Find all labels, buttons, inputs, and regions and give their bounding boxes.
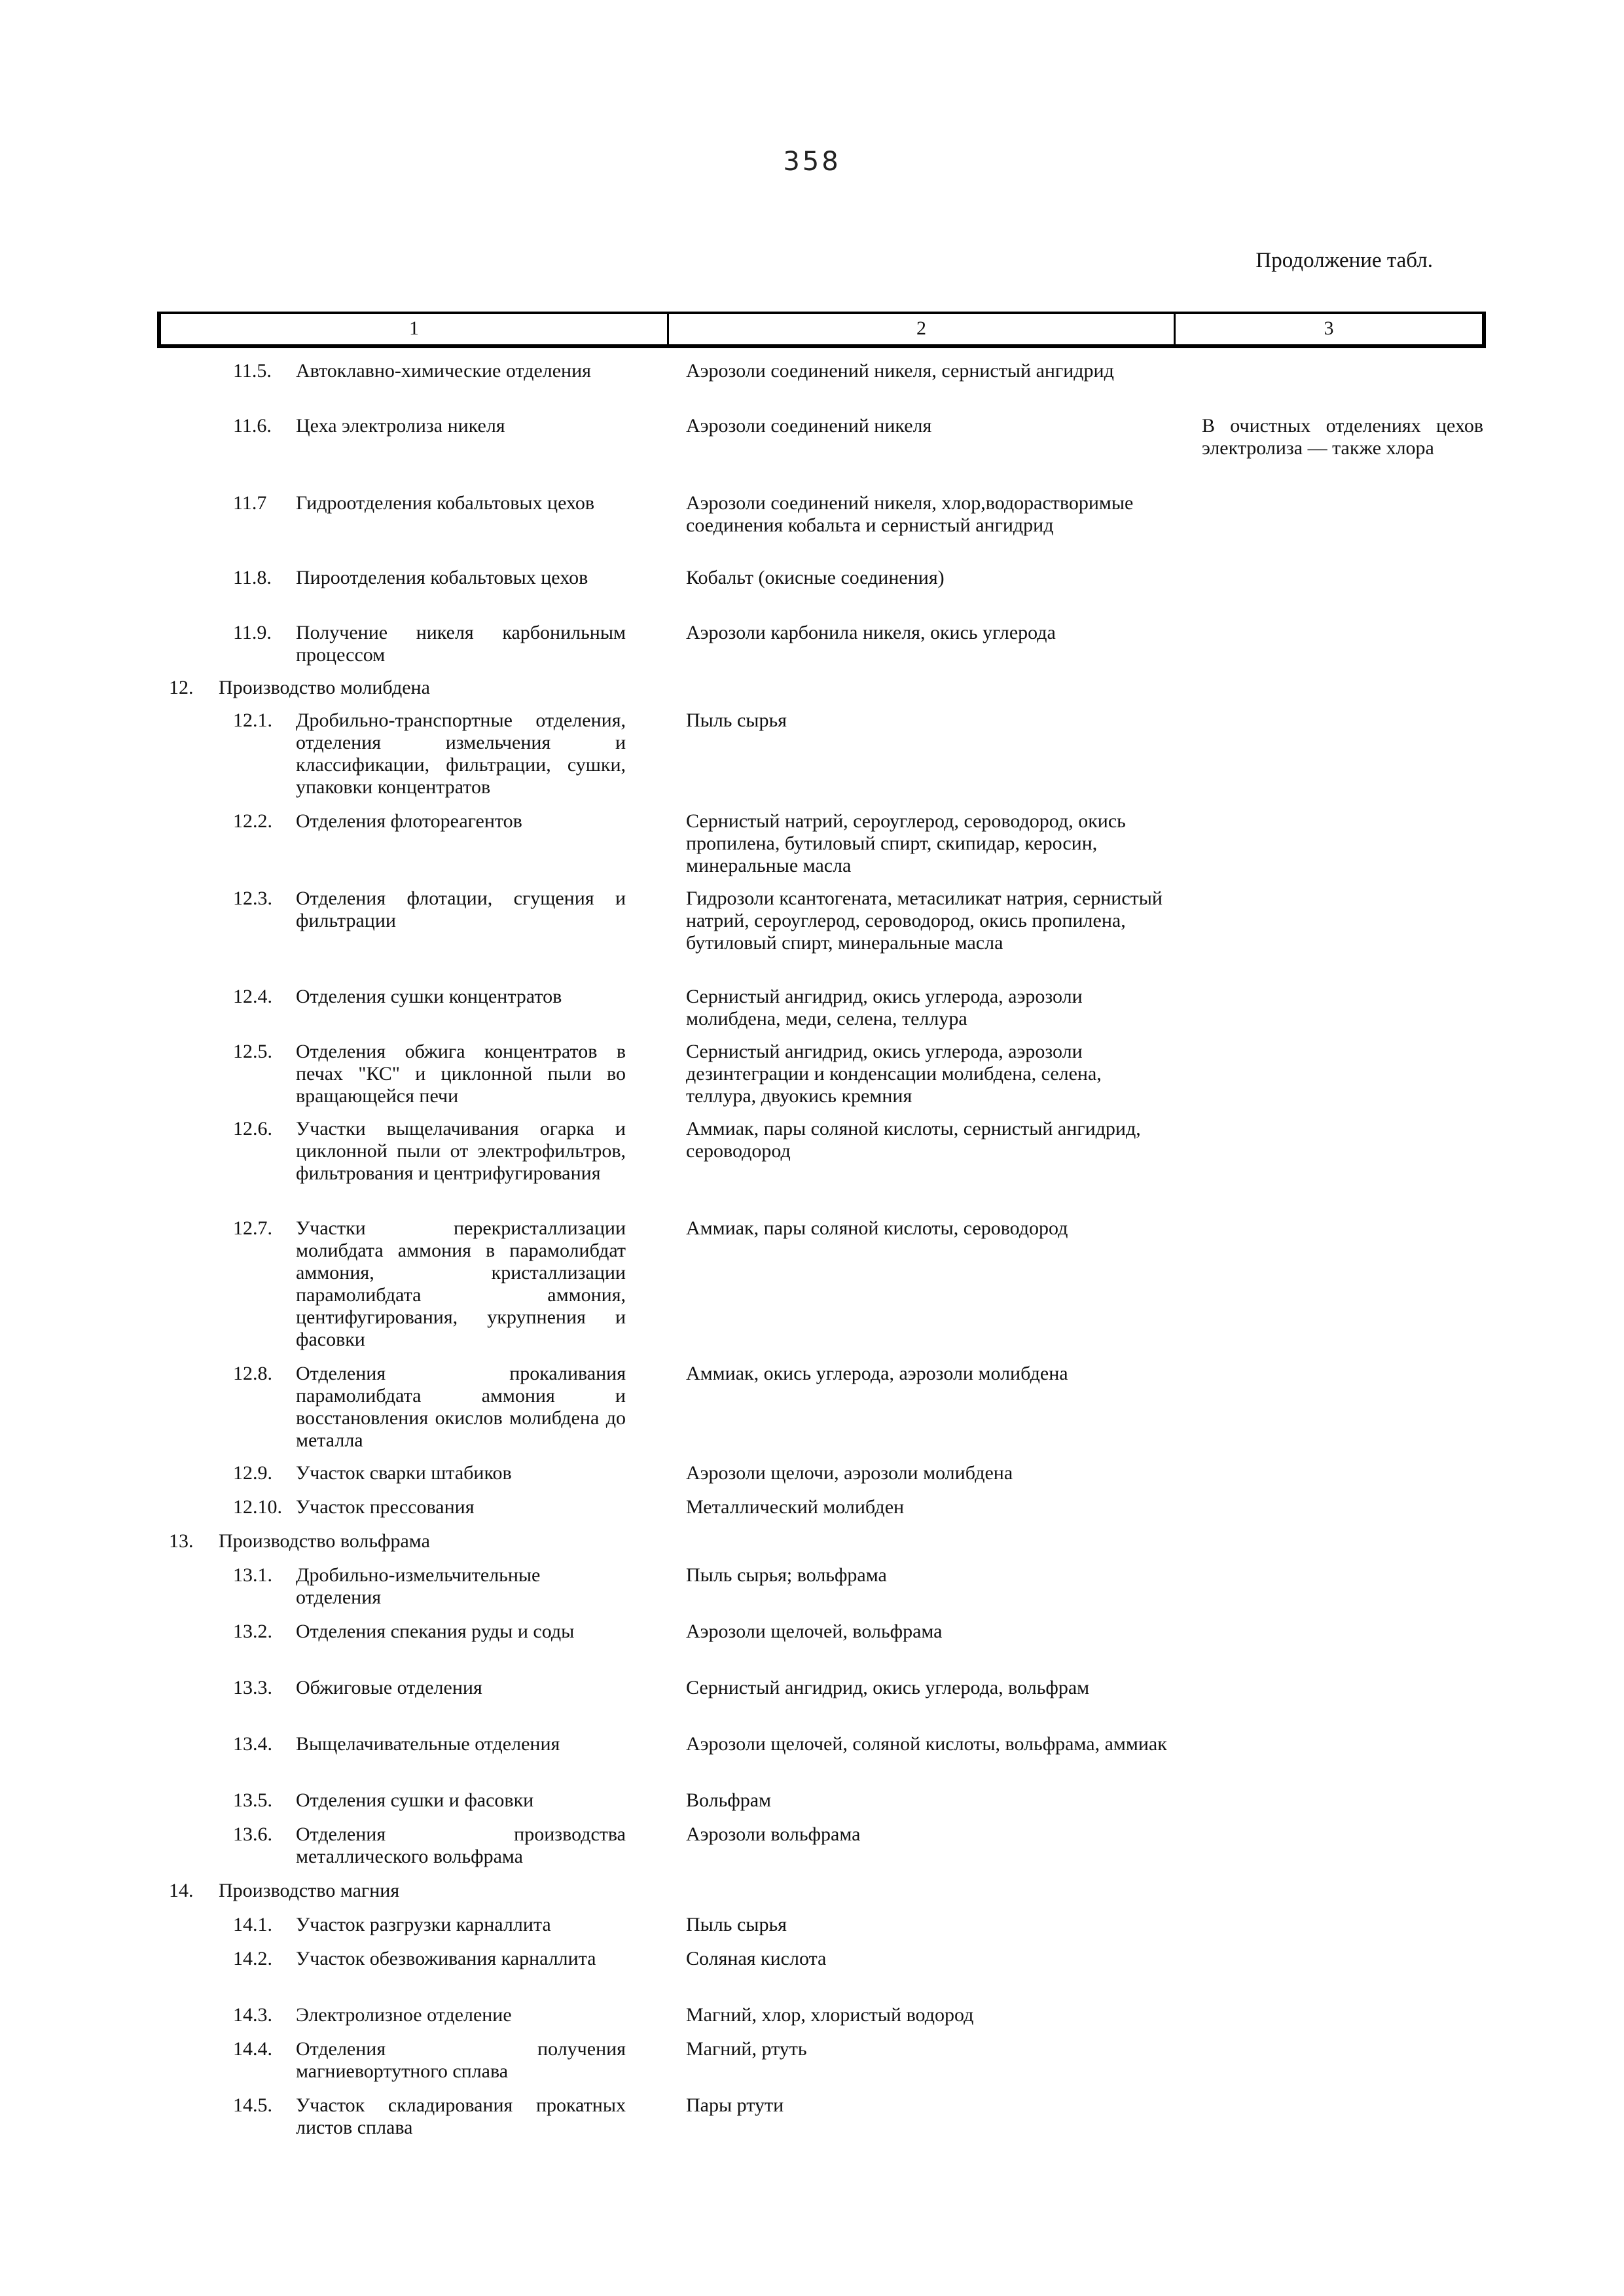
workshop-name: Участок прессования [296,1496,475,1518]
row-number: 12.8. [233,1363,272,1384]
hazardous-substances: Аэрозоли вольфрама [686,1823,861,1845]
row-number: 11.5. [233,360,272,382]
hazardous-substances: Пыль сырья; вольфрама [686,1564,887,1586]
workshop-name: Участки выщелачивания огарка и циклонной пыли от электрофильтров, фильтрования и центрифугирования [296,1118,626,1184]
section-title: Производство молибдена [219,677,430,698]
hazardous-substances: Аэрозоли соединений никеля, сернистый ангидрид [686,360,1114,382]
row-number: 11.8. [233,567,272,588]
row-number: 14.1. [233,1914,272,1935]
row-number: 12.1. [233,709,272,731]
workshop-name: Участки перекристаллизации молибдата аммония в парамолибдат аммония, кристаллизации парамолибдата аммония, центифугирования, укрупнения и фасовки [296,1217,626,1350]
hazardous-substances: Аэрозоли щелочей, вольфрама [686,1621,943,1642]
section-number: 14. [169,1880,194,1901]
hazardous-substances: Соляная кислота [686,1948,827,1969]
hazardous-substances: Пары ртути [686,2094,784,2116]
row-number: 12.7. [233,1217,272,1239]
hazardous-substances: Гидрозоли ксантогената, метасиликат натрия, сернистый натрий, сероуглерод, сероводород, окись пропилена, бутиловый спирт, минеральные масла [686,888,1163,954]
workshop-name: Отделения флотореагентов [296,810,522,832]
workshop-name: Цеха электролиза никеля [296,415,505,437]
hazardous-substances: Аэрозоли щелочей, соляной кислоты, вольфрама, аммиак [686,1733,1167,1755]
row-number: 13.5. [233,1789,272,1811]
workshop-name: Получение никеля карбонильным процессом [296,622,626,666]
workshop-name: Отделения получения магниевортутного сплава [296,2038,626,2082]
hazardous-substances: Магний, хлор, хлористый водород [686,2004,974,2026]
row-number: 12.4. [233,986,272,1007]
workshop-name: Гидроотделения кобальтовых цехов [296,492,595,514]
note: В очистных отделениях цехов электролиза — также хлора [1202,415,1483,459]
row-number: 12.3. [233,888,272,909]
hazardous-substances: Сернистый натрий, сероуглерод, сероводород, окись пропилена, бутиловый спирт, скипидар, керосин, минеральные масла [686,810,1126,876]
workshop-name: Обжиговые отделения [296,1677,482,1698]
hazardous-substances: Аэрозоли соединений никеля [686,415,932,437]
section-number: 13. [169,1530,194,1552]
row-number: 12.2. [233,810,272,832]
hazardous-substances: Сернистый ангидрид, окись углерода, вольфрам [686,1677,1090,1698]
workshop-name: Участок обезвоживания карналлита [296,1948,596,1969]
workshop-name: Отделения производства металлического вольфрама [296,1823,626,1867]
column-2-header: 2 [669,314,1176,344]
row-number: 13.1. [233,1564,272,1586]
workshop-name: Автоклавно-химические отделения [296,360,591,382]
workshop-name: Выщелачивательные отделения [296,1733,560,1755]
column-1-header: 1 [161,314,669,344]
workshop-name: Отделения прокаливания парамолибдата аммония и восстановления окислов молибдена до металла [296,1363,626,1451]
hazardous-substances: Аммиак, пары соляной кислоты, сероводород [686,1217,1068,1239]
hazardous-substances: Магний, ртуть [686,2038,807,2060]
workshop-name: Отделения сушки и фасовки [296,1789,534,1811]
row-number: 11.6. [233,415,272,437]
workshop-name: Отделения обжига концентратов в печах "КС" и циклонной пыли во вращающейся печи [296,1041,626,1107]
hazardous-substances: Вольфрам [686,1789,772,1811]
hazardous-substances: Пыль сырья [686,1914,787,1935]
row-number: 14.5. [233,2094,272,2116]
section-title: Производство магния [219,1880,400,1901]
workshop-name: Отделения флотации, сгущения и фильтрации [296,888,626,931]
hazardous-substances: Сернистый ангидрид, окись углерода, аэрозоли дезинтеграции и конденсации молибдена, селена, теллура, двуокись кремния [686,1041,1102,1107]
row-number: 13.4. [233,1733,272,1755]
workshop-name: Отделения сушки концентратов [296,986,562,1007]
row-number: 12.10. [233,1496,282,1518]
hazardous-substances: Аэрозоли карбонила никеля, окись углерода [686,622,1056,643]
row-number: 13.6. [233,1823,272,1845]
column-3-header: 3 [1324,317,1334,339]
hazardous-substances: Аэрозоли соединений никеля, хлор,водорастворимые соединения кобальта и сернистый ангидрид [686,492,1134,536]
row-number: 13.2. [233,1621,272,1642]
row-number: 12.6. [233,1118,272,1139]
hazardous-substances: Сернистый ангидрид, окись углерода, аэрозоли молибдена, меди, селена, теллура [686,986,1083,1030]
workshop-name: Участок разгрузки карналлита [296,1914,551,1935]
workshop-name: Дробильно-измельчительные отделения [296,1564,541,1608]
hazardous-substances: Аэрозоли щелочи, аэрозоли молибдена [686,1462,1013,1484]
workshop-name: Пироотделения кобальтовых цехов [296,567,588,588]
workshop-name: Дробильно-транспортные отделения, отделения измельчения и классификации, фильтрации, сушки, упаковки концентратов [296,709,626,798]
row-number: 14.4. [233,2038,272,2060]
workshop-name: Отделения спекания руды и соды [296,1621,575,1642]
section-number: 12. [169,677,194,698]
page-number: 358 [783,147,841,177]
hazardous-substances: Кобальт (окисные соединения) [686,567,945,588]
row-number: 12.9. [233,1462,272,1484]
row-number: 13.3. [233,1677,272,1698]
workshop-name: Электролизное отделение [296,2004,512,2026]
workshop-name: Участок сварки штабиков [296,1462,512,1484]
section-title: Производство вольфрама [219,1530,430,1552]
hazardous-substances: Металлический молибден [686,1496,905,1518]
row-number: 11.7 [233,492,267,514]
row-number: 14.2. [233,1948,272,1969]
hazardous-substances: Аммиак, пары соляной кислоты, сернистый ангидрид, сероводород [686,1118,1141,1162]
table-continuation-label: Продолжение табл. [1255,249,1433,272]
row-number: 11.9. [233,622,272,643]
row-number: 12.5. [233,1041,272,1062]
workshop-name: Участок складирования прокатных листов сплава [296,2094,626,2138]
hazardous-substances: Пыль сырья [686,709,787,731]
hazardous-substances: Аммиак, окись углерода, аэрозоли молибдена [686,1363,1068,1384]
row-number: 14.3. [233,2004,272,2026]
